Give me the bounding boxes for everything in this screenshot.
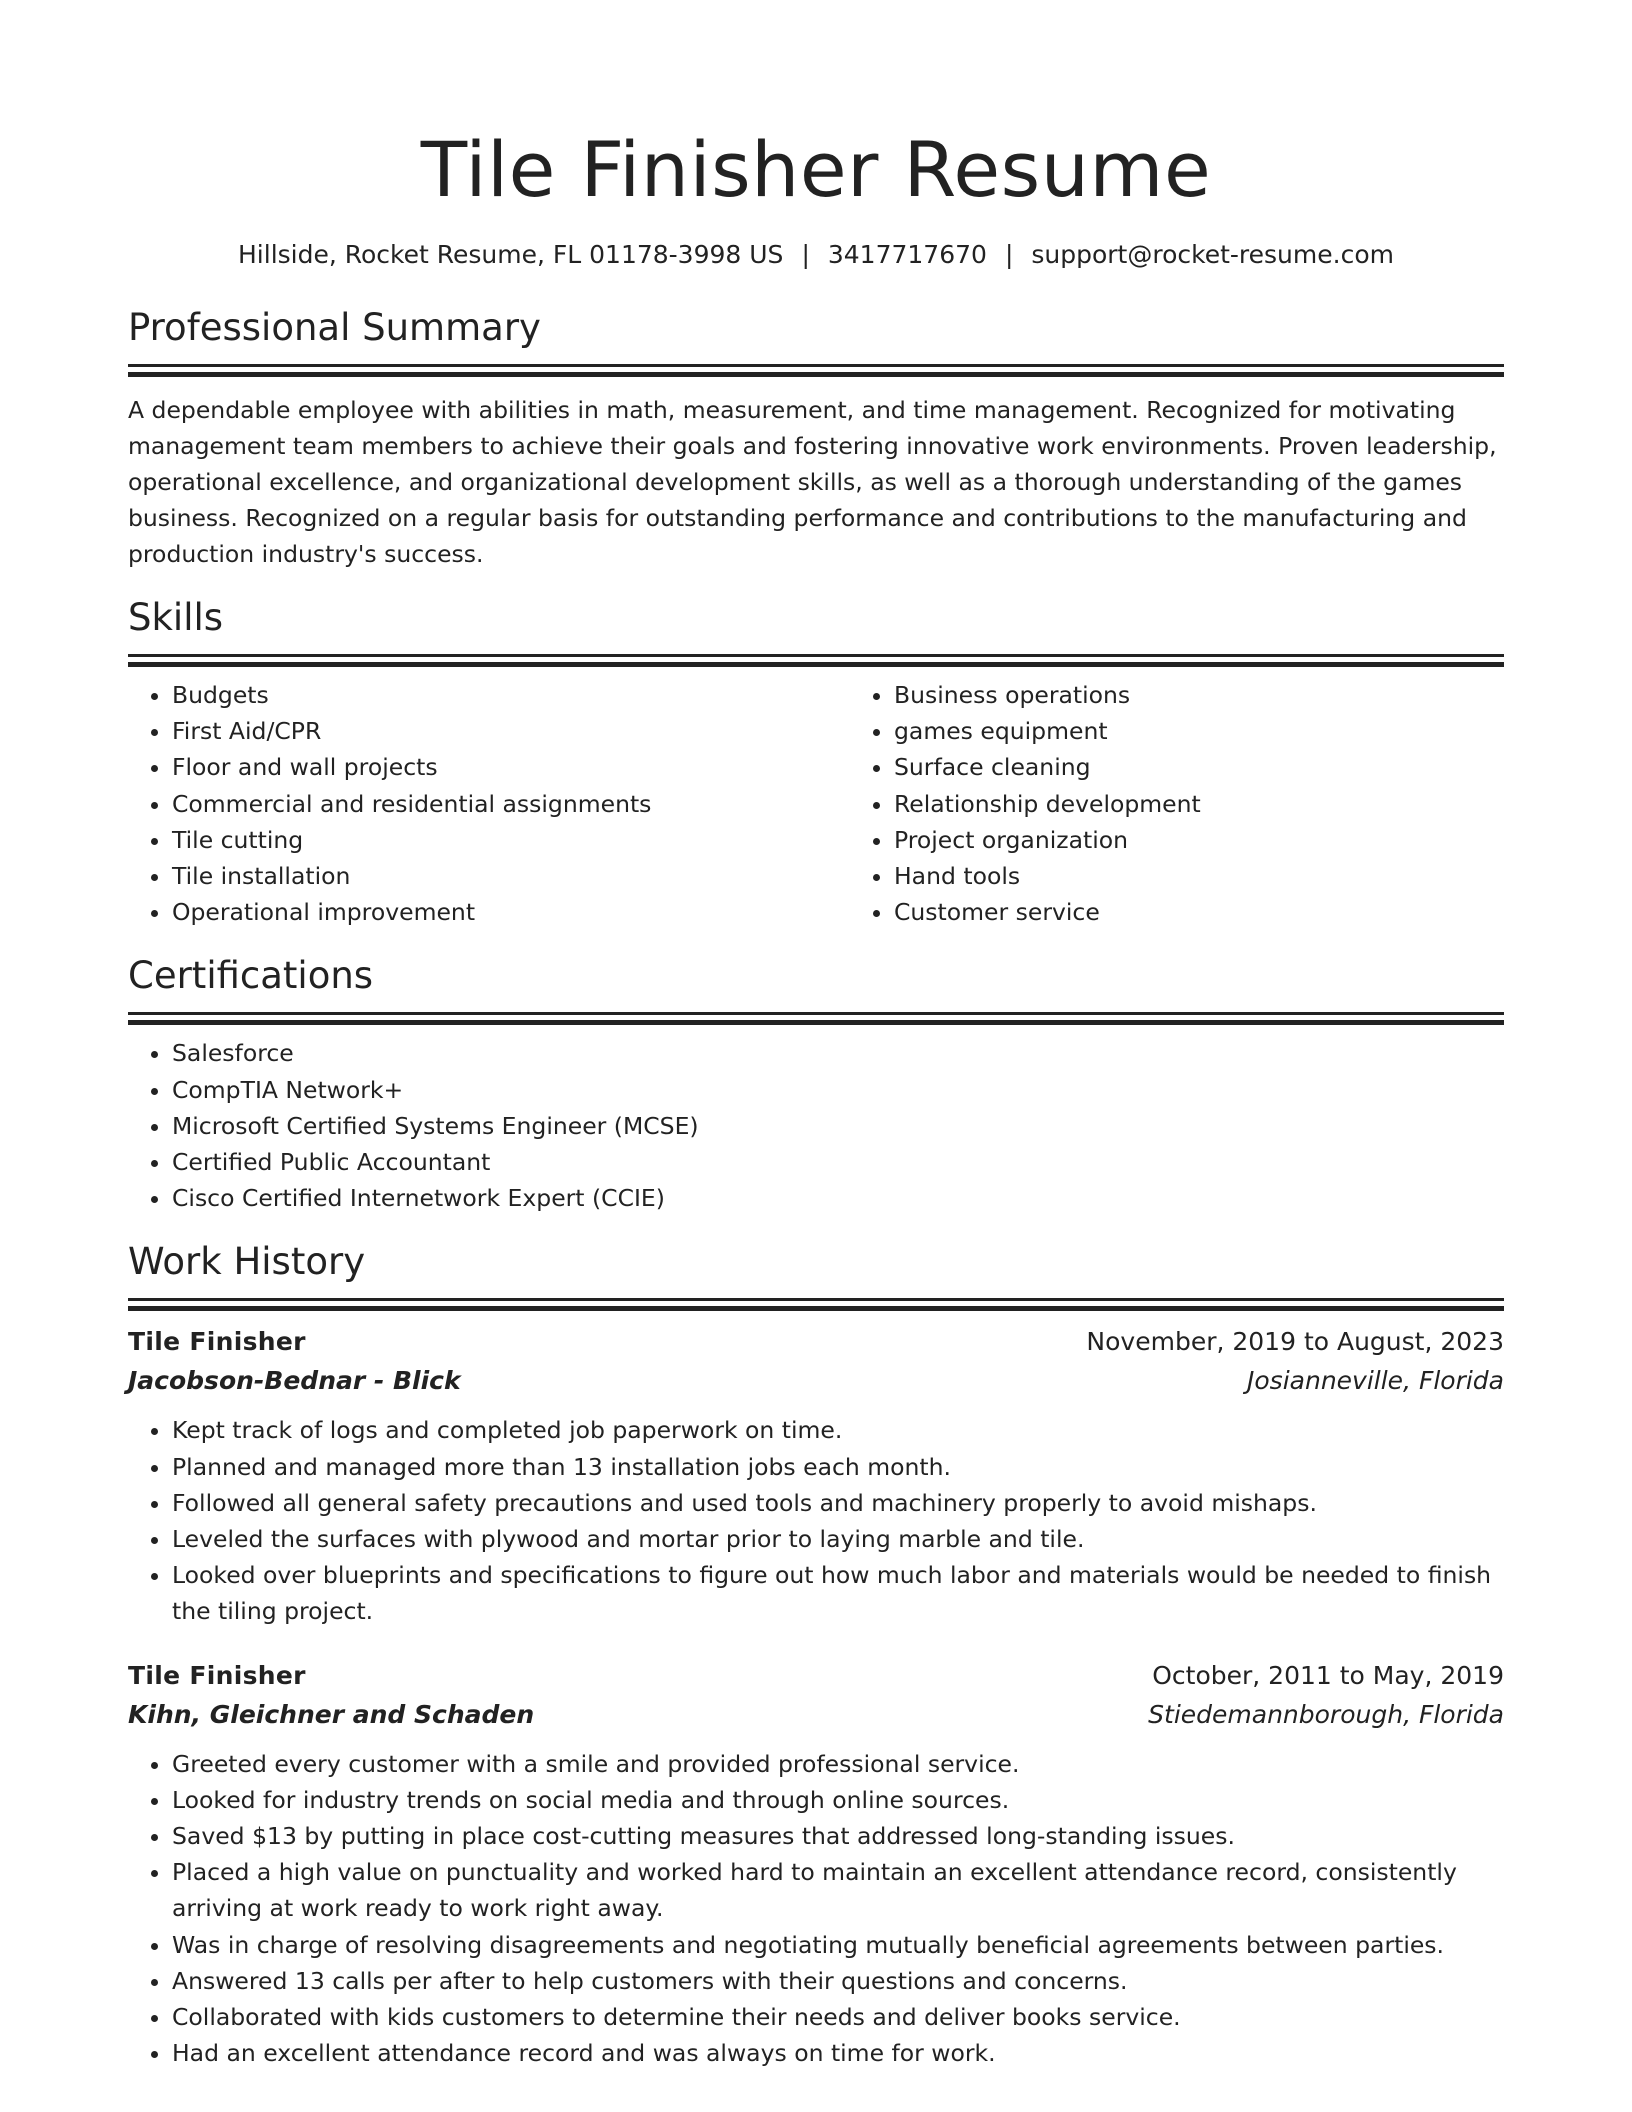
- job-location: Josianneville, Florida: [1247, 1366, 1504, 1396]
- job-duty: • Collaborated with kids customers to determine their needs and deliver books service.: [172, 1999, 1504, 2035]
- contact-phone: 3417717670: [827, 240, 987, 269]
- skill-item: • Business operations: [894, 677, 1572, 713]
- skill-item: • Relationship development: [894, 786, 1572, 822]
- job-duties-list: [128, 1412, 1504, 1629]
- job-header: [128, 1322, 1504, 1362]
- certification-item: • Salesforce: [172, 1035, 1504, 1071]
- job-dates: November, 2019 to August, 2023: [1086, 1327, 1504, 1357]
- resume-page: [128, 0, 1504, 2071]
- job-duty: • Answered 13 calls per after to help customers with their questions and concerns.: [172, 1963, 1504, 1999]
- job-header: [128, 1656, 1504, 1696]
- skill-item: • Surface cleaning: [894, 749, 1572, 785]
- job-location: Stiedemannborough, Florida: [1148, 1699, 1504, 1729]
- summary-text: A dependable employee with abilities in math, measurement, and time management. Recognized for motivating management team members to achieve their goals and fostering innovative work environments. Proven leadership, operational excellence, and organizational development skills, as well as a thorough understanding of the games business. Recognized on a regular basis for outstanding performance and contributions to the manufacturing and production industry's success.: [128, 396, 1497, 568]
- job-duty: • Looked over blueprints and specifications to figure out how much labor and materials would be needed to finish the tiling project.: [172, 1557, 1504, 1629]
- certification-item: • CompTIA Network+: [172, 1072, 1504, 1108]
- certification-item: • Cisco Certified Internetwork Expert (CCIE): [172, 1180, 1504, 1216]
- section-title-work-history: Work History: [128, 1240, 366, 1284]
- skill-item: • Budgets: [172, 677, 850, 713]
- contact-separator: |: [801, 240, 810, 269]
- job-duty: • Looked for industry trends on social media and through online sources.: [172, 1782, 1504, 1818]
- skills-section: [128, 594, 1504, 930]
- job-duty: • Leveled the surfaces with plywood and mortar prior to laying marble and tile.: [172, 1521, 1504, 1557]
- job-entry: [128, 1322, 1504, 1629]
- section-divider: [128, 1012, 1504, 1015]
- skill-item: • Project organization: [894, 822, 1572, 858]
- contact-address: Hillside, Rocket Resume, FL 01178-3998 US: [238, 240, 784, 269]
- skills-grid: [128, 677, 1504, 930]
- certification-item: • Certified Public Accountant: [172, 1144, 1504, 1180]
- job-duty: • Had an excellent attendance record and was always on time for work.: [172, 2035, 1504, 2071]
- section-title-summary: Professional Summary: [128, 306, 541, 349]
- section-title-skills: Skills: [128, 596, 224, 639]
- section-divider: [128, 1298, 1504, 1301]
- job-title: Tile Finisher: [128, 1660, 306, 1690]
- job-subheader: [128, 1362, 1504, 1400]
- job-duty: • Kept track of logs and completed job paperwork on time.: [172, 1412, 1504, 1448]
- skill-item: • games equipment: [894, 713, 1572, 749]
- skill-item: • Tile installation: [172, 858, 850, 894]
- job-duty: • Followed all general safety precautions and used tools and machinery properly to avoid mishaps.: [172, 1485, 1504, 1521]
- job-duty: • Greeted every customer with a smile and provided professional service.: [172, 1746, 1504, 1782]
- job-company: Kihn, Gleichner and Schaden: [128, 1699, 535, 1729]
- skill-item: • Operational improvement: [172, 894, 850, 930]
- summary-section: [128, 304, 1504, 572]
- skill-item: • Customer service: [894, 894, 1572, 930]
- job-entry: [128, 1656, 1504, 2072]
- work-history-section: [128, 1238, 1504, 2071]
- resume-title: Tile Finisher Resume: [420, 125, 1212, 214]
- job-duty: • Was in charge of resolving disagreements and negotiating mutually beneficial agreements between parties.: [172, 1927, 1504, 1963]
- job-duty: • Saved $13 by putting in place cost-cutting measures that addressed long-standing issues.: [172, 1818, 1504, 1854]
- job-duty: • Planned and managed more than 13 installation jobs each month.: [172, 1449, 1504, 1485]
- certifications-list: [128, 1035, 1504, 1216]
- certifications-section: [128, 952, 1504, 1216]
- skills-list-left: [128, 677, 850, 930]
- skill-item: • Commercial and residential assignments: [172, 786, 850, 822]
- contact-line: [128, 238, 1504, 272]
- job-dates: October, 2011 to May, 2019: [1152, 1660, 1504, 1690]
- skill-item: • Floor and wall projects: [172, 749, 850, 785]
- contact-separator: |: [1004, 240, 1014, 269]
- job-subheader: [128, 1696, 1504, 1734]
- skills-list-right: [850, 677, 1572, 930]
- skill-item: • First Aid/CPR: [172, 713, 850, 749]
- section-title-certifications: Certifications: [128, 954, 374, 998]
- section-divider: [128, 654, 1504, 657]
- job-duties-list: [128, 1746, 1504, 2072]
- section-divider: [128, 364, 1504, 367]
- job-company: Jacobson-Bednar - Blick: [128, 1366, 461, 1396]
- skill-item: • Hand tools: [894, 858, 1572, 894]
- job-title: Tile Finisher: [128, 1327, 306, 1357]
- contact-email: support@rocket-resume.com: [1031, 240, 1394, 269]
- skill-item: • Tile cutting: [172, 822, 850, 858]
- certification-item: • Microsoft Certified Systems Engineer (MCSE): [172, 1108, 1504, 1144]
- job-duty: • Placed a high value on punctuality and worked hard to maintain an excellent attendance record, consistently arriving at work ready to work right away.: [172, 1854, 1504, 1926]
